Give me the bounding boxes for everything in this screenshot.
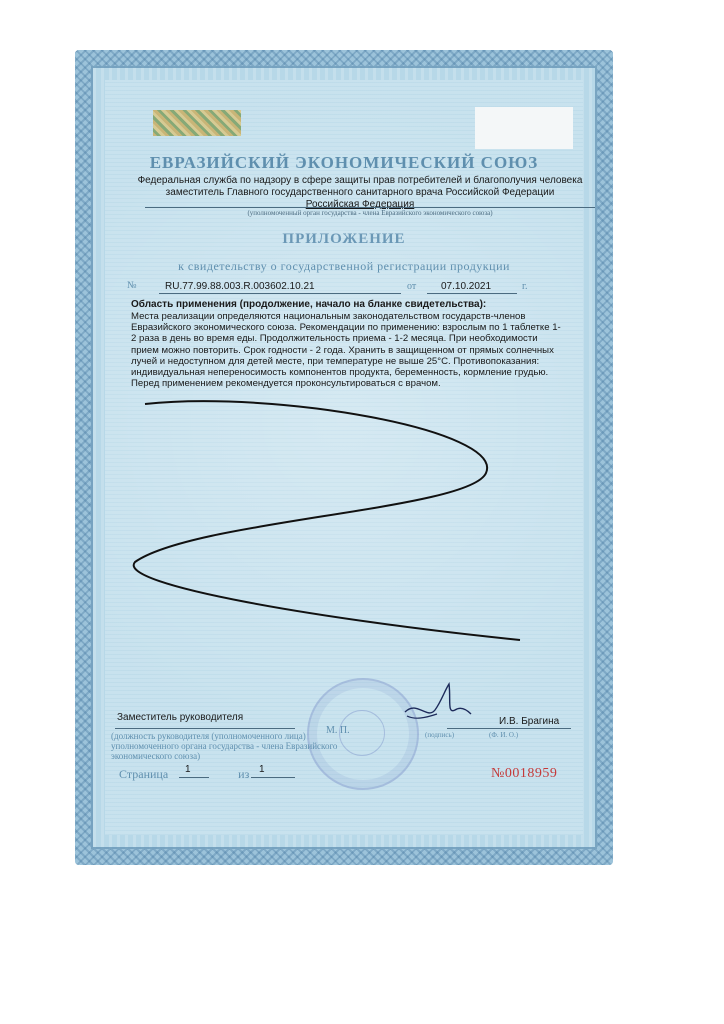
annex-subtitle: к свидетельству о государственной регистрации продукции xyxy=(178,259,510,273)
from-label: от xyxy=(407,281,417,292)
position-caption: (должность руководителя (уполномоченного лица) уполномоченного органа государства - члена Евразийского экономического союза) xyxy=(111,731,338,761)
page-label: Страница xyxy=(119,767,169,781)
position-underline xyxy=(115,728,295,729)
signer-name: И.В. Брагина xyxy=(499,716,560,727)
union-title: ЕВРАЗИЙСКИЙ ЭКОНОМИЧЕСКИЙ СОЮЗ xyxy=(149,153,539,172)
authority-line-2: заместитель Главного государственного санитарного врача Российской Федерации xyxy=(165,187,555,198)
certificate-sheet xyxy=(75,50,613,865)
handwritten-signature xyxy=(397,680,477,730)
page-total: 1 xyxy=(259,764,265,775)
serial-number: №0018959 xyxy=(491,766,558,781)
page-number: 1 xyxy=(185,764,191,775)
authority-caption: (уполномоченный орган государства - члена Евразийского экономического союза) xyxy=(145,207,595,217)
scope-text: Места реализации определяются национальным законодательством государств-членов Евразийского экономического союза. Рекомендации по применению: взрослым по 1 таблетке 1-2 раза в день во время еды. Продолжительность приема - 1-2 месяца. При необходимости прием можно повторить. Срок годности - 2 года. Хранить в защищенном от прямых солнечных лучей и недоступном для детей месте, при температуре не выше 25°С. Противопоказания: индивидуальная непереносимость компонентов продукта, беременность, кормление грудью. Перед применением рекомендуется проконсультироваться с врачом. xyxy=(131,311,561,390)
scope-title: Область применения (продолжение, начало на бланке свидетельства): xyxy=(131,299,487,310)
number-label: № xyxy=(127,280,137,291)
page-total-underline xyxy=(251,777,295,778)
annex-title: ПРИЛОЖЕНИЕ xyxy=(282,231,406,247)
year-suffix: г. xyxy=(522,281,528,292)
authority-line-1: Федеральная служба по надзору в сфере защиты прав потребителей и благополучия человека xyxy=(137,175,583,186)
signer-position: Заместитель руководителя xyxy=(117,712,244,723)
certificate-date: 07.10.2021 xyxy=(441,281,492,292)
of-label: из xyxy=(238,767,250,781)
certificate-number: RU.77.99.88.003.R.003602.10.21 xyxy=(165,281,315,292)
authority-line-3: Российская Федерация xyxy=(305,199,415,210)
mp-label: М. П. xyxy=(326,725,350,736)
signature-caption: (подпись) xyxy=(425,731,455,739)
page-number-underline xyxy=(179,777,209,778)
signature-underline xyxy=(447,728,571,729)
fio-caption: (Ф. И. О.) xyxy=(489,731,519,739)
